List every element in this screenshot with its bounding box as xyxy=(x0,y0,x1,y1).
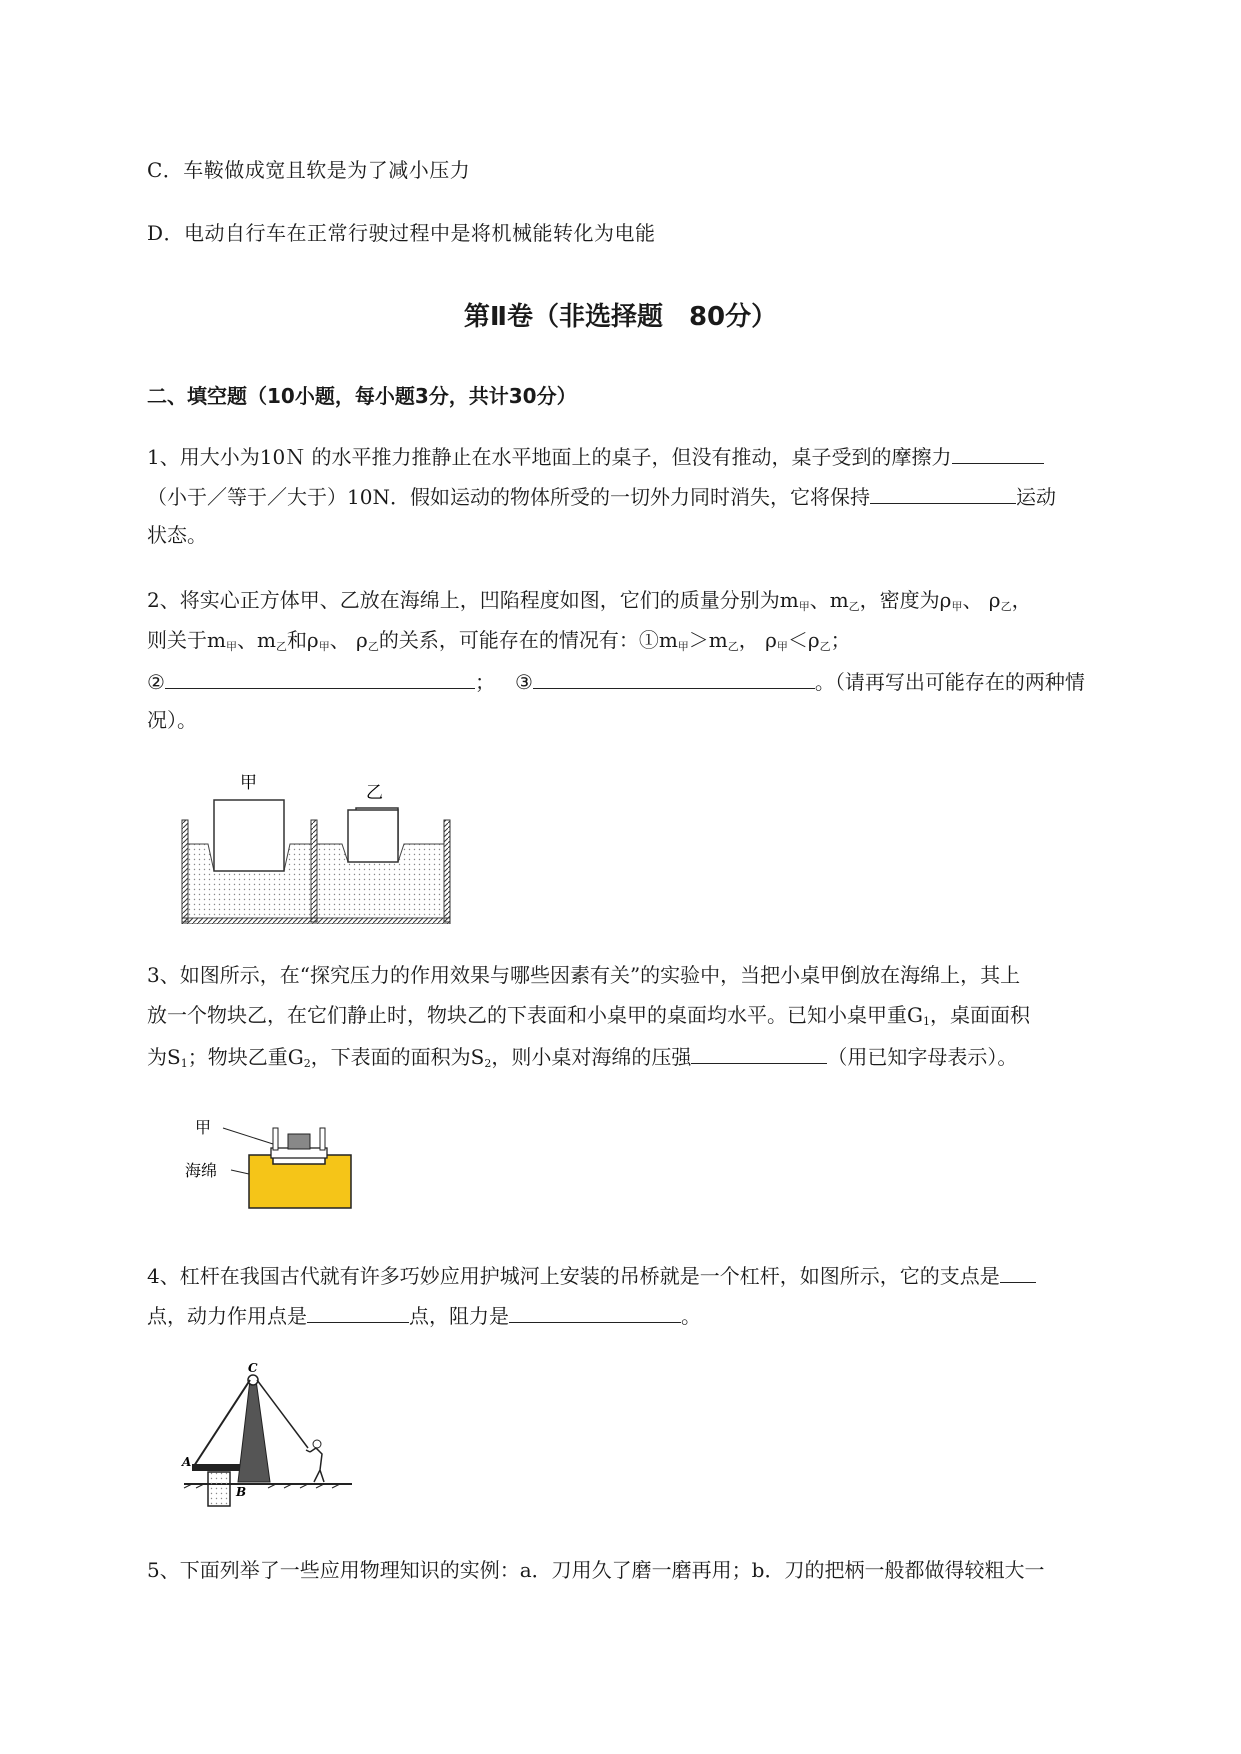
label-sponge: 海绵 xyxy=(185,1161,218,1180)
q3-line-2: 放一个物块乙，在它们静止时，物块乙的下表面和小桌甲的桌面均水平。已知小桌甲重$G_1$，桌面面积 xyxy=(147,1003,1030,1028)
q2-line-4: 况）。 xyxy=(147,708,197,732)
q4-blank-2[interactable] xyxy=(307,1300,409,1323)
q2-line-1: 2、将实心正方体甲、乙放在海绵上，凹陷程度如图，它们的质量分别为$m_甲$、$m_乙$，密度为$\rho_甲$、 $\rho_乙$， xyxy=(147,588,1032,613)
section-title: 二、填空题（10小题，每小题3分，共计30分） xyxy=(147,384,577,408)
q4-blank-3[interactable] xyxy=(509,1300,681,1323)
q2-line-3: ② ； ③ 。（请再写出可能存在的两种情 xyxy=(147,666,1085,696)
q1-line-2: （小于／等于／大于）10N．假如运动的物体所受的一切外力同时消失，它将保持 运动 xyxy=(147,481,1056,511)
q3-line-3: 为$S_1$；物块乙重$G_2$，下表面的面积为$S_2$，则小桌对海绵的压强 （用已知字母表示）。 xyxy=(147,1041,1017,1078)
q3-blank[interactable] xyxy=(691,1041,827,1064)
q4-line-2: 点，动力作用点是 点，阻力是 。 xyxy=(147,1300,701,1330)
label-jia-table: 甲 xyxy=(195,1118,212,1137)
q3-line-1: 3、如图所示，在“探究压力的作用效果与哪些因素有关”的实验中，当把小桌甲倒放在海绵上，其上 xyxy=(147,963,1021,987)
q5-line-1: 5、下面列举了一些应用物理知识的实例：a．刀用久了磨一磨再用；b．刀的把柄一般都做得较粗大一 xyxy=(147,1558,1045,1582)
q2-line-2: 则关于$m_甲$、$m_乙$和$\rho_甲$、 $\rho_乙$的关系，可能存在的情况有：$①m_甲>m_乙$， $\rho_甲<\rho_乙$； xyxy=(147,628,851,653)
q2-sponge-figure xyxy=(178,768,454,924)
q2-blank-3[interactable] xyxy=(533,666,815,689)
q1-line-1: 1、用大小为10Ｎ 的水平推力推静止在水平地面上的桌子，但没有推动，桌子受到的摩擦力 xyxy=(147,441,1044,471)
q2-blank-2[interactable] xyxy=(165,666,475,689)
option-c: C．车鞍做成宽且软是为了减小压力 xyxy=(147,158,471,182)
label-a: A xyxy=(182,1455,192,1469)
q1-blank-1[interactable] xyxy=(952,441,1044,464)
label-yi: 乙 xyxy=(366,783,383,803)
q1-blank-2[interactable] xyxy=(870,481,1016,504)
q4-line-1: 4、杠杆在我国古代就有许多巧妙应用护城河上安装的吊桥就是一个杠杆，如图所示，它的支点是 xyxy=(147,1260,1036,1290)
q3-table-figure xyxy=(185,1112,355,1210)
q1-line-3: 状态。 xyxy=(147,523,207,547)
q4-blank-1[interactable] xyxy=(1000,1260,1036,1283)
label-c: C xyxy=(248,1362,258,1375)
q4-drawbridge-figure xyxy=(180,1362,360,1508)
option-d: D．电动自行车在正常行驶过程中是将机械能转化为电能 xyxy=(147,221,656,245)
label-jia: 甲 xyxy=(240,773,257,793)
part-title: 第Ⅱ卷（非选择题 80分） xyxy=(463,302,778,332)
label-b: B xyxy=(236,1485,247,1499)
